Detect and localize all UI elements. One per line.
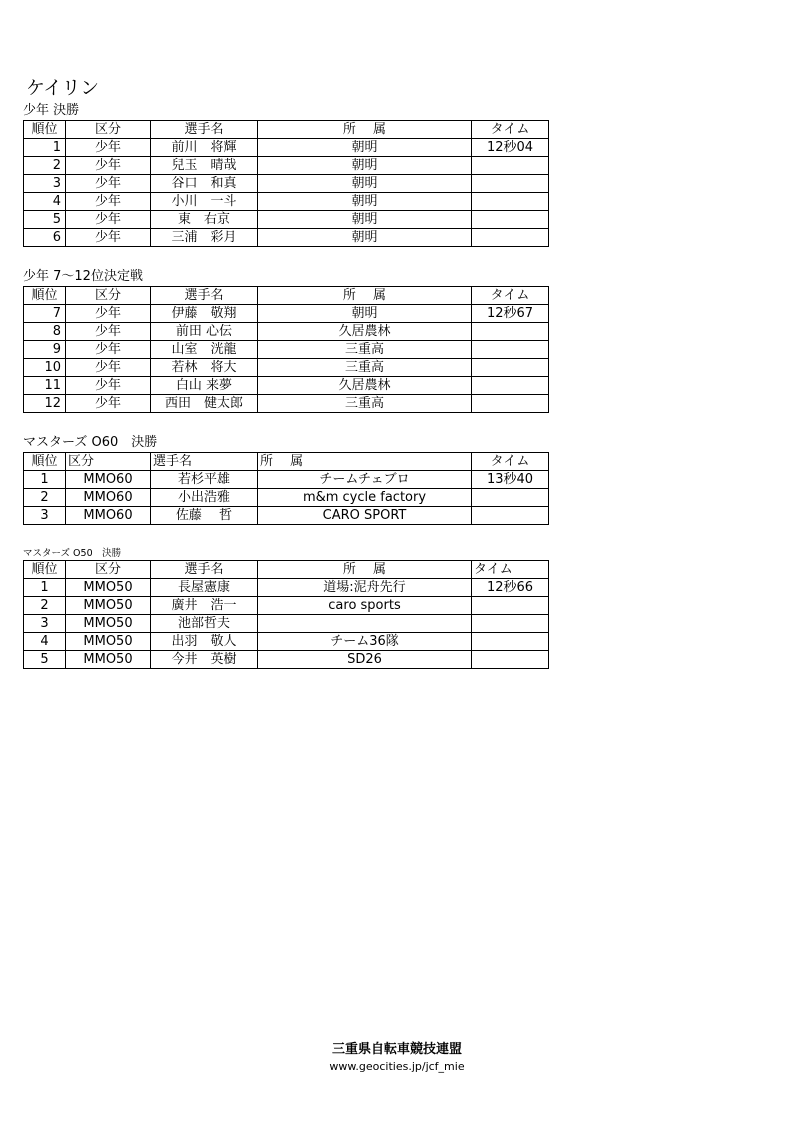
cell-team: caro sports — [258, 597, 472, 615]
table-row — [24, 395, 549, 413]
cell-time — [472, 157, 549, 175]
cell-time — [472, 651, 549, 669]
cell-rank: 6 — [24, 229, 66, 247]
cell-time — [472, 395, 549, 413]
results-table — [23, 452, 549, 525]
organization-name: 三重県自転車競技連盟 — [331, 1042, 462, 1057]
header-time: タイム — [472, 561, 549, 579]
cell-name: 出羽 敬人 — [151, 633, 258, 651]
cell-time — [472, 323, 549, 341]
table-row — [24, 359, 549, 377]
cell-rank: 4 — [24, 633, 66, 651]
cell-team: 朝明 — [258, 193, 472, 211]
cell-time — [472, 341, 549, 359]
cell-category: 少年 — [66, 157, 151, 175]
cell-time — [472, 597, 549, 615]
cell-name: 若杉平雄 — [151, 471, 258, 489]
footer-url: www.geocities.jp/jcf_mie — [329, 1060, 465, 1073]
cell-rank: 1 — [24, 139, 66, 157]
cell-name: 今井 英樹 — [151, 651, 258, 669]
cell-category: MMO60 — [66, 489, 151, 507]
cell-team: チームチェブロ — [258, 471, 472, 489]
table-row — [24, 211, 549, 229]
cell-time — [472, 507, 549, 525]
header-rank: 順位 — [24, 287, 66, 305]
header-category: 区分 — [66, 287, 151, 305]
cell-category: MMO50 — [66, 597, 151, 615]
header-time: タイム — [472, 121, 549, 139]
cell-rank: 4 — [24, 193, 66, 211]
cell-team: CARO SPORT — [258, 507, 472, 525]
cell-team: 朝明 — [258, 211, 472, 229]
header-category: 区分 — [66, 121, 151, 139]
cell-team: 朝明 — [258, 157, 472, 175]
header-name: 選手名 — [151, 121, 258, 139]
cell-time — [472, 633, 549, 651]
cell-rank: 3 — [24, 615, 66, 633]
cell-name: 前川 将輝 — [151, 139, 258, 157]
cell-category: 少年 — [66, 323, 151, 341]
table-row — [24, 579, 549, 597]
cell-category: 少年 — [66, 305, 151, 323]
header-rank: 順位 — [24, 453, 66, 471]
cell-time: 13秒40 — [472, 471, 549, 489]
results-table — [23, 286, 549, 413]
table-row — [24, 597, 549, 615]
table-header-row — [24, 453, 549, 471]
cell-time: 12秒66 — [472, 579, 549, 597]
page-footer — [0, 1041, 794, 1075]
cell-name: 伊藤 敬翔 — [151, 305, 258, 323]
cell-name: 池部哲夫 — [151, 615, 258, 633]
cell-team: 朝明 — [258, 175, 472, 193]
cell-time — [472, 193, 549, 211]
cell-category: 少年 — [66, 377, 151, 395]
cell-time: 12秒67 — [472, 305, 549, 323]
page-title: ケイリン — [26, 77, 99, 99]
cell-name: 西田 健太郎 — [151, 395, 258, 413]
table-row — [24, 193, 549, 211]
header-team: 所 属 — [258, 121, 472, 139]
results-section-boys-placement — [23, 269, 549, 413]
cell-time — [472, 615, 549, 633]
cell-team — [258, 615, 472, 633]
cell-name: 若林 将大 — [151, 359, 258, 377]
cell-rank: 10 — [24, 359, 66, 377]
header-name: 選手名 — [151, 453, 258, 471]
table-row — [24, 139, 549, 157]
cell-team: m&m cycle factory — [258, 489, 472, 507]
results-section-boys-final — [23, 103, 549, 247]
results-section-masters-o60 — [23, 435, 549, 525]
cell-rank: 1 — [24, 579, 66, 597]
table-row — [24, 633, 549, 651]
cell-category: 少年 — [66, 395, 151, 413]
cell-time — [472, 229, 549, 247]
cell-team: 朝明 — [258, 229, 472, 247]
header-rank: 順位 — [24, 121, 66, 139]
header-category: 区分 — [66, 561, 151, 579]
cell-time: 12秒04 — [472, 139, 549, 157]
table-header-row — [24, 287, 549, 305]
cell-team: 朝明 — [258, 139, 472, 157]
cell-team: 道場:泥舟先行 — [258, 579, 472, 597]
cell-category: 少年 — [66, 139, 151, 157]
cell-category: MMO60 — [66, 471, 151, 489]
header-name: 選手名 — [151, 561, 258, 579]
cell-name: 前田 心伝 — [151, 323, 258, 341]
cell-team: 久居農林 — [258, 323, 472, 341]
table-row — [24, 615, 549, 633]
cell-category: 少年 — [66, 229, 151, 247]
cell-time — [472, 377, 549, 395]
cell-rank: 11 — [24, 377, 66, 395]
cell-name: 三浦 彩月 — [151, 229, 258, 247]
cell-name: 東 右京 — [151, 211, 258, 229]
cell-team: 三重高 — [258, 341, 472, 359]
table-row — [24, 175, 549, 193]
cell-category: MMO60 — [66, 507, 151, 525]
header-team: 所 属 — [258, 453, 472, 471]
cell-rank: 3 — [24, 175, 66, 193]
cell-name: 小川 一斗 — [151, 193, 258, 211]
table-row — [24, 323, 549, 341]
cell-category: MMO50 — [66, 615, 151, 633]
cell-name: 兒玉 晴哉 — [151, 157, 258, 175]
table-row — [24, 651, 549, 669]
cell-rank: 5 — [24, 651, 66, 669]
header-team: 所 属 — [258, 561, 472, 579]
cell-rank: 2 — [24, 489, 66, 507]
cell-time — [472, 489, 549, 507]
cell-rank: 1 — [24, 471, 66, 489]
cell-team: 三重高 — [258, 395, 472, 413]
cell-category: 少年 — [66, 193, 151, 211]
cell-team: 朝明 — [258, 305, 472, 323]
cell-time — [472, 211, 549, 229]
cell-name: 谷口 和真 — [151, 175, 258, 193]
cell-name: 佐藤 哲 — [151, 507, 258, 525]
section-label: 少年 決勝 — [23, 103, 80, 118]
cell-rank: 2 — [24, 157, 66, 175]
cell-time — [472, 175, 549, 193]
table-row — [24, 489, 549, 507]
cell-rank: 3 — [24, 507, 66, 525]
cell-rank: 7 — [24, 305, 66, 323]
header-category: 区分 — [66, 453, 151, 471]
cell-team: チーム36隊 — [258, 633, 472, 651]
section-label: マスターズ O60 決勝 — [23, 435, 158, 450]
cell-name: 長屋憲康 — [151, 579, 258, 597]
table-row — [24, 229, 549, 247]
cell-time — [472, 359, 549, 377]
cell-rank: 9 — [24, 341, 66, 359]
cell-category: MMO50 — [66, 579, 151, 597]
cell-name: 山室 洸龍 — [151, 341, 258, 359]
header-time: タイム — [472, 287, 549, 305]
table-row — [24, 341, 549, 359]
cell-rank: 2 — [24, 597, 66, 615]
cell-team: SD26 — [258, 651, 472, 669]
cell-category: 少年 — [66, 211, 151, 229]
cell-rank: 5 — [24, 211, 66, 229]
table-row — [24, 377, 549, 395]
table-row — [24, 157, 549, 175]
cell-name: 小出浩雅 — [151, 489, 258, 507]
cell-category: MMO50 — [66, 651, 151, 669]
results-table — [23, 560, 549, 669]
header-time: タイム — [472, 453, 549, 471]
table-row — [24, 305, 549, 323]
cell-team: 久居農林 — [258, 377, 472, 395]
cell-category: 少年 — [66, 359, 151, 377]
section-label: 少年 7～12位決定戦 — [23, 269, 143, 284]
cell-category: 少年 — [66, 175, 151, 193]
cell-rank: 8 — [24, 323, 66, 341]
cell-name: 廣井 浩一 — [151, 597, 258, 615]
cell-name: 白山 来夢 — [151, 377, 258, 395]
section-label: マスターズ O50 決勝 — [23, 548, 122, 559]
table-row — [24, 471, 549, 489]
cell-category: 少年 — [66, 341, 151, 359]
header-rank: 順位 — [24, 561, 66, 579]
header-team: 所 属 — [258, 287, 472, 305]
cell-rank: 12 — [24, 395, 66, 413]
results-table — [23, 120, 549, 247]
cell-category: MMO50 — [66, 633, 151, 651]
table-header-row — [24, 121, 549, 139]
cell-team: 三重高 — [258, 359, 472, 377]
table-header-row — [24, 561, 549, 579]
results-section-masters-o50 — [23, 547, 549, 669]
table-row — [24, 507, 549, 525]
header-name: 選手名 — [151, 287, 258, 305]
